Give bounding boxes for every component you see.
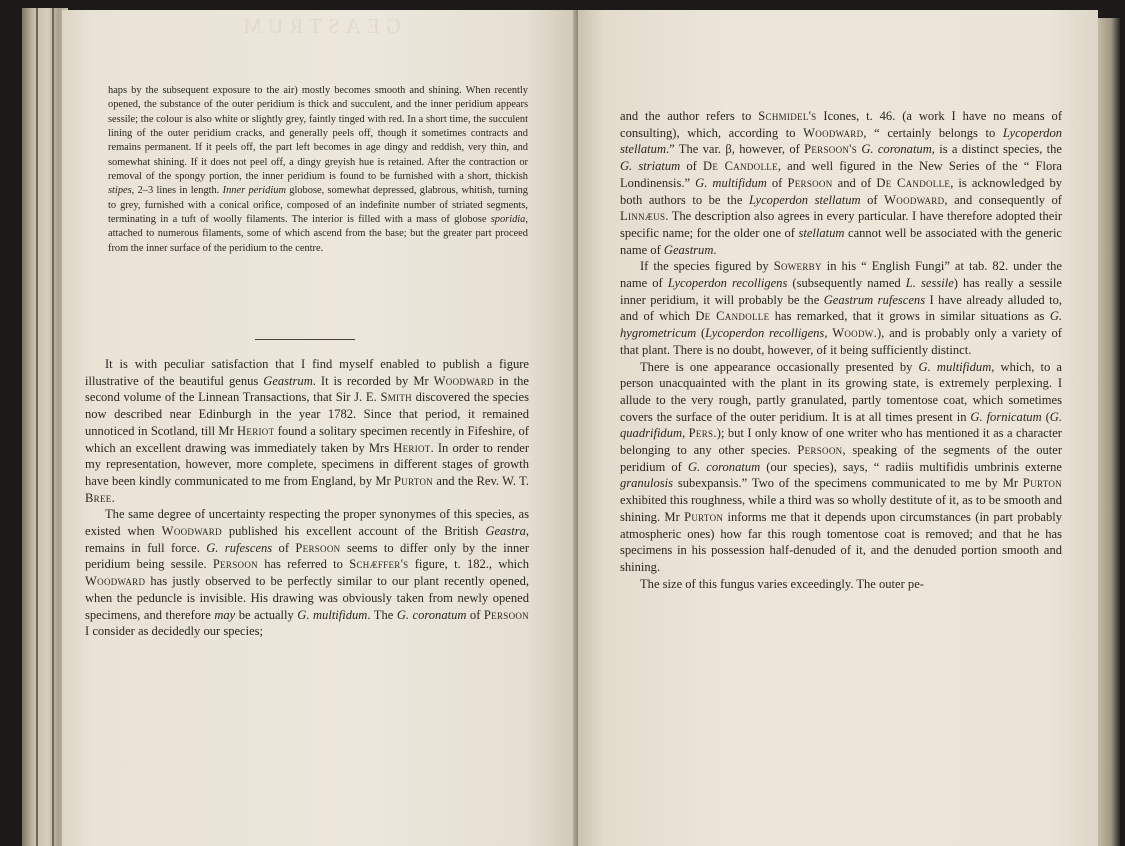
italic-term: G. hygrometricum — [620, 309, 1063, 341]
text-run: , which, to a person unacquainted with the plant in its growing state, is extremely perplexing. I allude to the very rough, partly granulated, partly tomentose coat, which sometimes covers the surface of the outer peridium. It is at all times present in — [620, 359, 1062, 424]
paragraph — [620, 258, 1062, 358]
text-run: , attached to numerous filaments, some of which ascend from the base; but the greater part proceed from the inner surface of the peridium to the centre. — [108, 214, 528, 254]
small-caps-name: Purton — [684, 509, 724, 524]
text-run: The size of this fungus varies exceedingly. The outer pe- — [640, 576, 924, 591]
text-run: found a solitary specimen recently in Fifeshire, of which an excellent drawing was immediately taken by Mrs — [85, 423, 529, 455]
small-caps-name: Woodward — [85, 574, 146, 589]
text-run: and the author refers to — [620, 109, 759, 123]
text-run: (our species), says, “ radiis multifidis umbrinis externe — [760, 459, 1062, 474]
text-run: haps by the subsequent exposure to the air) mostly becomes smooth and shining. When recently opened, the substance of the outer peridium is thick and succulent, and the inner peridium appears sessile; the colour is also white or slightly grey, faintly tinged with red. In a short time, the succulent lining of the outer peridium cracks, and generally peels off, though it sometimes contracts and remains permanent. If it peels off, the part left becomes in age dingy and reddish, very thin, and somewhat shining. If it does not peel off, a dingy greyish hue is retained. After the contraction or removal of the spongy portion, the inner peridium is found to be furnished with a short, thickish — [108, 85, 528, 183]
italic-term: may — [214, 607, 236, 622]
italic-term: L. sessile — [905, 276, 954, 291]
text-run: ( — [696, 326, 706, 341]
small-caps-name: De Candolle — [695, 309, 770, 324]
italic-term: G. coronatum — [861, 142, 932, 157]
italic-term: G. multifidum — [918, 359, 992, 374]
text-run: be actually — [235, 607, 298, 622]
text-run: , is a distinct species, the — [931, 142, 1062, 157]
small-caps-name: Woodward — [161, 524, 222, 539]
text-run: ( — [1041, 409, 1050, 424]
paragraph — [85, 356, 529, 506]
text-run: . — [111, 490, 115, 505]
text-run: cannot well be associated with the generic name of — [620, 225, 1062, 257]
paragraph — [85, 506, 529, 640]
small-caps-name: Persoon — [787, 175, 833, 190]
section-divider — [255, 339, 355, 340]
italic-term: stellatum — [798, 225, 845, 240]
text-run: and the Rev. W. T. — [433, 473, 529, 488]
left-body-text — [85, 356, 529, 640]
small-caps-name: Sowerby — [773, 259, 822, 274]
small-caps-name: Schæffer's — [349, 557, 409, 572]
text-run: has justly observed to be perfectly similar to our plant recently opened, when the peduncle is invisible. His drawing was obviously taken from newly opened specimens, and therefore — [85, 574, 529, 622]
small-paragraph — [108, 84, 528, 256]
small-caps-name: Persoon — [212, 557, 258, 572]
text-run: , — [682, 426, 689, 441]
text-run: It is with peculiar satisfaction that I find myself enabled to publish a figure illustrative of the beautiful genus — [85, 357, 529, 388]
text-run: , speaking of the segments of the outer peridium of — [620, 443, 1062, 474]
text-run: and of — [832, 175, 877, 190]
italic-term: sporidia — [490, 214, 526, 226]
text-run: , — [824, 326, 833, 341]
italic-term: Geastrum — [263, 373, 313, 388]
right-body-text — [620, 108, 1062, 592]
text-run: I have already alluded to, and of which — [620, 292, 1063, 324]
text-run: of — [860, 192, 885, 207]
text-run: has referred to — [257, 557, 350, 572]
text-run: figure, t. 182., which — [408, 557, 529, 572]
italic-term: G. coronatum — [687, 459, 761, 474]
text-run: subexpansis.” Two of the specimens communicated to me by Mr — [673, 476, 1023, 491]
italic-term: Lycoperdon stellatum — [620, 125, 1062, 157]
text-run: The same degree of uncertainty respecting the proper synonymes of this species, as existed when — [85, 507, 529, 539]
text-run: exhibited this roughness, while a third was so wholly destitute of it, as to be smooth and shining. Mr — [620, 493, 1062, 524]
text-run: in his “ English Fungi” at tab. 82. under the name of — [620, 259, 1062, 291]
right-page-edges — [1098, 18, 1120, 846]
small-caps-name: Persoon — [483, 607, 529, 622]
small-caps-name: Linnæus — [620, 209, 666, 224]
italic-term: G. rufescens — [206, 540, 273, 555]
small-caps-name: Woodward — [433, 373, 494, 388]
text-run: globose, somewhat depressed, glabrous, whitish, turning to grey, furnished with a conical orifice, composed of an indefinite number of striated segments, terminating in a tuft of woolly filaments. The interior is filled with a mass of globose — [108, 185, 528, 226]
italic-term: G. multifidum — [297, 607, 368, 622]
italic-term: G. multifidum — [695, 175, 767, 190]
text-run: , and consequently of — [944, 192, 1062, 207]
italic-term: G. striatum — [620, 159, 681, 174]
small-caps-name: Persoon — [295, 540, 341, 555]
bleed-through-heading: GEASTRUM — [237, 14, 401, 38]
text-run: I consider as decidedly our species; — [85, 624, 264, 639]
text-run: If the species figured by — [640, 259, 774, 274]
text-run: ) has really a sessile inner peridium, it will probably be the — [620, 276, 1062, 307]
small-caps-name: Purton — [394, 473, 434, 488]
text-run: seems to differ only by the inner peridium being sessile. — [85, 540, 529, 572]
small-caps-name: Schmidel's — [758, 109, 817, 123]
small-caps-name: Purton — [1022, 476, 1062, 491]
text-run: , 2–3 lines in length. — [131, 185, 223, 197]
small-caps-name: Persoon — [797, 443, 843, 458]
italic-term: Geastra — [485, 524, 526, 539]
text-run: of — [272, 540, 296, 555]
text-run: informs me that it depends upon circumstances (in part probably atmospheric ones) how far this rough tomentose coat is removed; and that he has specimens in his possession half-denuded of it, and the denuded portion smooth and shining. — [620, 509, 1062, 574]
text-run: , and well figured in the New Series of the “ Flora Londinensis.” — [620, 159, 1063, 190]
text-run: . — [713, 242, 717, 257]
text-run: , is acknowledged by both authors to be the — [620, 175, 1062, 207]
small-caps-name: Bree — [85, 490, 112, 505]
italic-term: G. fornicatum — [970, 409, 1042, 424]
italic-term: granulosis — [620, 476, 673, 491]
small-caps-name: Woodward — [803, 125, 864, 140]
small-caps-name: Pers. — [688, 426, 717, 441]
small-caps-name: Woodward — [884, 192, 945, 207]
text-run: of — [766, 175, 788, 190]
text-run: in the second volume of the Linnean Transactions, that Sir J. E. — [85, 373, 529, 405]
paragraph — [620, 108, 1062, 258]
small-caps-name: Heriot — [393, 440, 431, 455]
italic-term: G. coronatum — [396, 607, 467, 622]
description-small-print — [108, 84, 528, 256]
paragraph — [620, 359, 1062, 576]
italic-term: Geastrum — [663, 242, 714, 257]
text-run: ), and is probably only a variety of that plant. There is no doubt, however, of it being sufficiently distinct. — [620, 326, 1062, 357]
text-run: , “ certainly belongs to — [863, 125, 1003, 140]
text-run: has remarked, that it grows in similar situations as — [769, 309, 1050, 324]
paragraph — [620, 576, 1062, 593]
text-run: .” The var. β, however, of — [666, 142, 805, 157]
text-run: Icones, t. 46. (a work I have no means of consulting), which, according to — [620, 109, 1062, 140]
text-run: There is one appearance occasionally presented by — [640, 359, 919, 374]
small-caps-name: De Candolle — [702, 159, 778, 174]
italic-term: Lycoperdon recolligens — [705, 326, 825, 341]
text-run: published his excellent account of the British — [221, 524, 486, 539]
small-caps-name: Woodw. — [832, 326, 878, 341]
italic-term: Geastrum rufescens — [823, 292, 926, 307]
small-caps-name: De Candolle — [876, 175, 951, 190]
small-caps-name: Heriot — [237, 423, 275, 438]
text-run: . In order to render my representation, however, more complete, specimens in different stages of growth have been kindly communicated to me from England, by Mr — [85, 440, 529, 488]
text-run: ); but I only know of one writer who has mentioned it as a character belonging to any other species. — [620, 426, 1062, 458]
italic-term: Lycoperdon recolligens — [667, 276, 788, 291]
italic-term: Inner peridium — [222, 185, 286, 197]
text-run: . The description also agrees in every particular. I have therefore adopted their specific name; for the older one of — [620, 209, 1062, 240]
text-run: . The — [367, 607, 397, 622]
italic-term: Lycoperdon stellatum — [748, 192, 861, 207]
small-caps-name: Smith — [380, 390, 412, 405]
text-run: of — [680, 159, 703, 174]
small-caps-name: Persoon's — [804, 142, 858, 157]
italic-term: stipes — [108, 185, 132, 197]
text-run: . It is recorded by Mr — [312, 373, 434, 388]
text-run: , remains in full force. — [85, 524, 529, 555]
text-run: of — [466, 607, 484, 622]
text-run: (subsequently named — [787, 276, 906, 291]
text-run: discovered the species now described near Edinburgh in the year 1782. Since that period, it remained unnoticed in Scotland, till Mr — [85, 390, 529, 438]
italic-term: G. quadrifidum — [620, 409, 1062, 441]
